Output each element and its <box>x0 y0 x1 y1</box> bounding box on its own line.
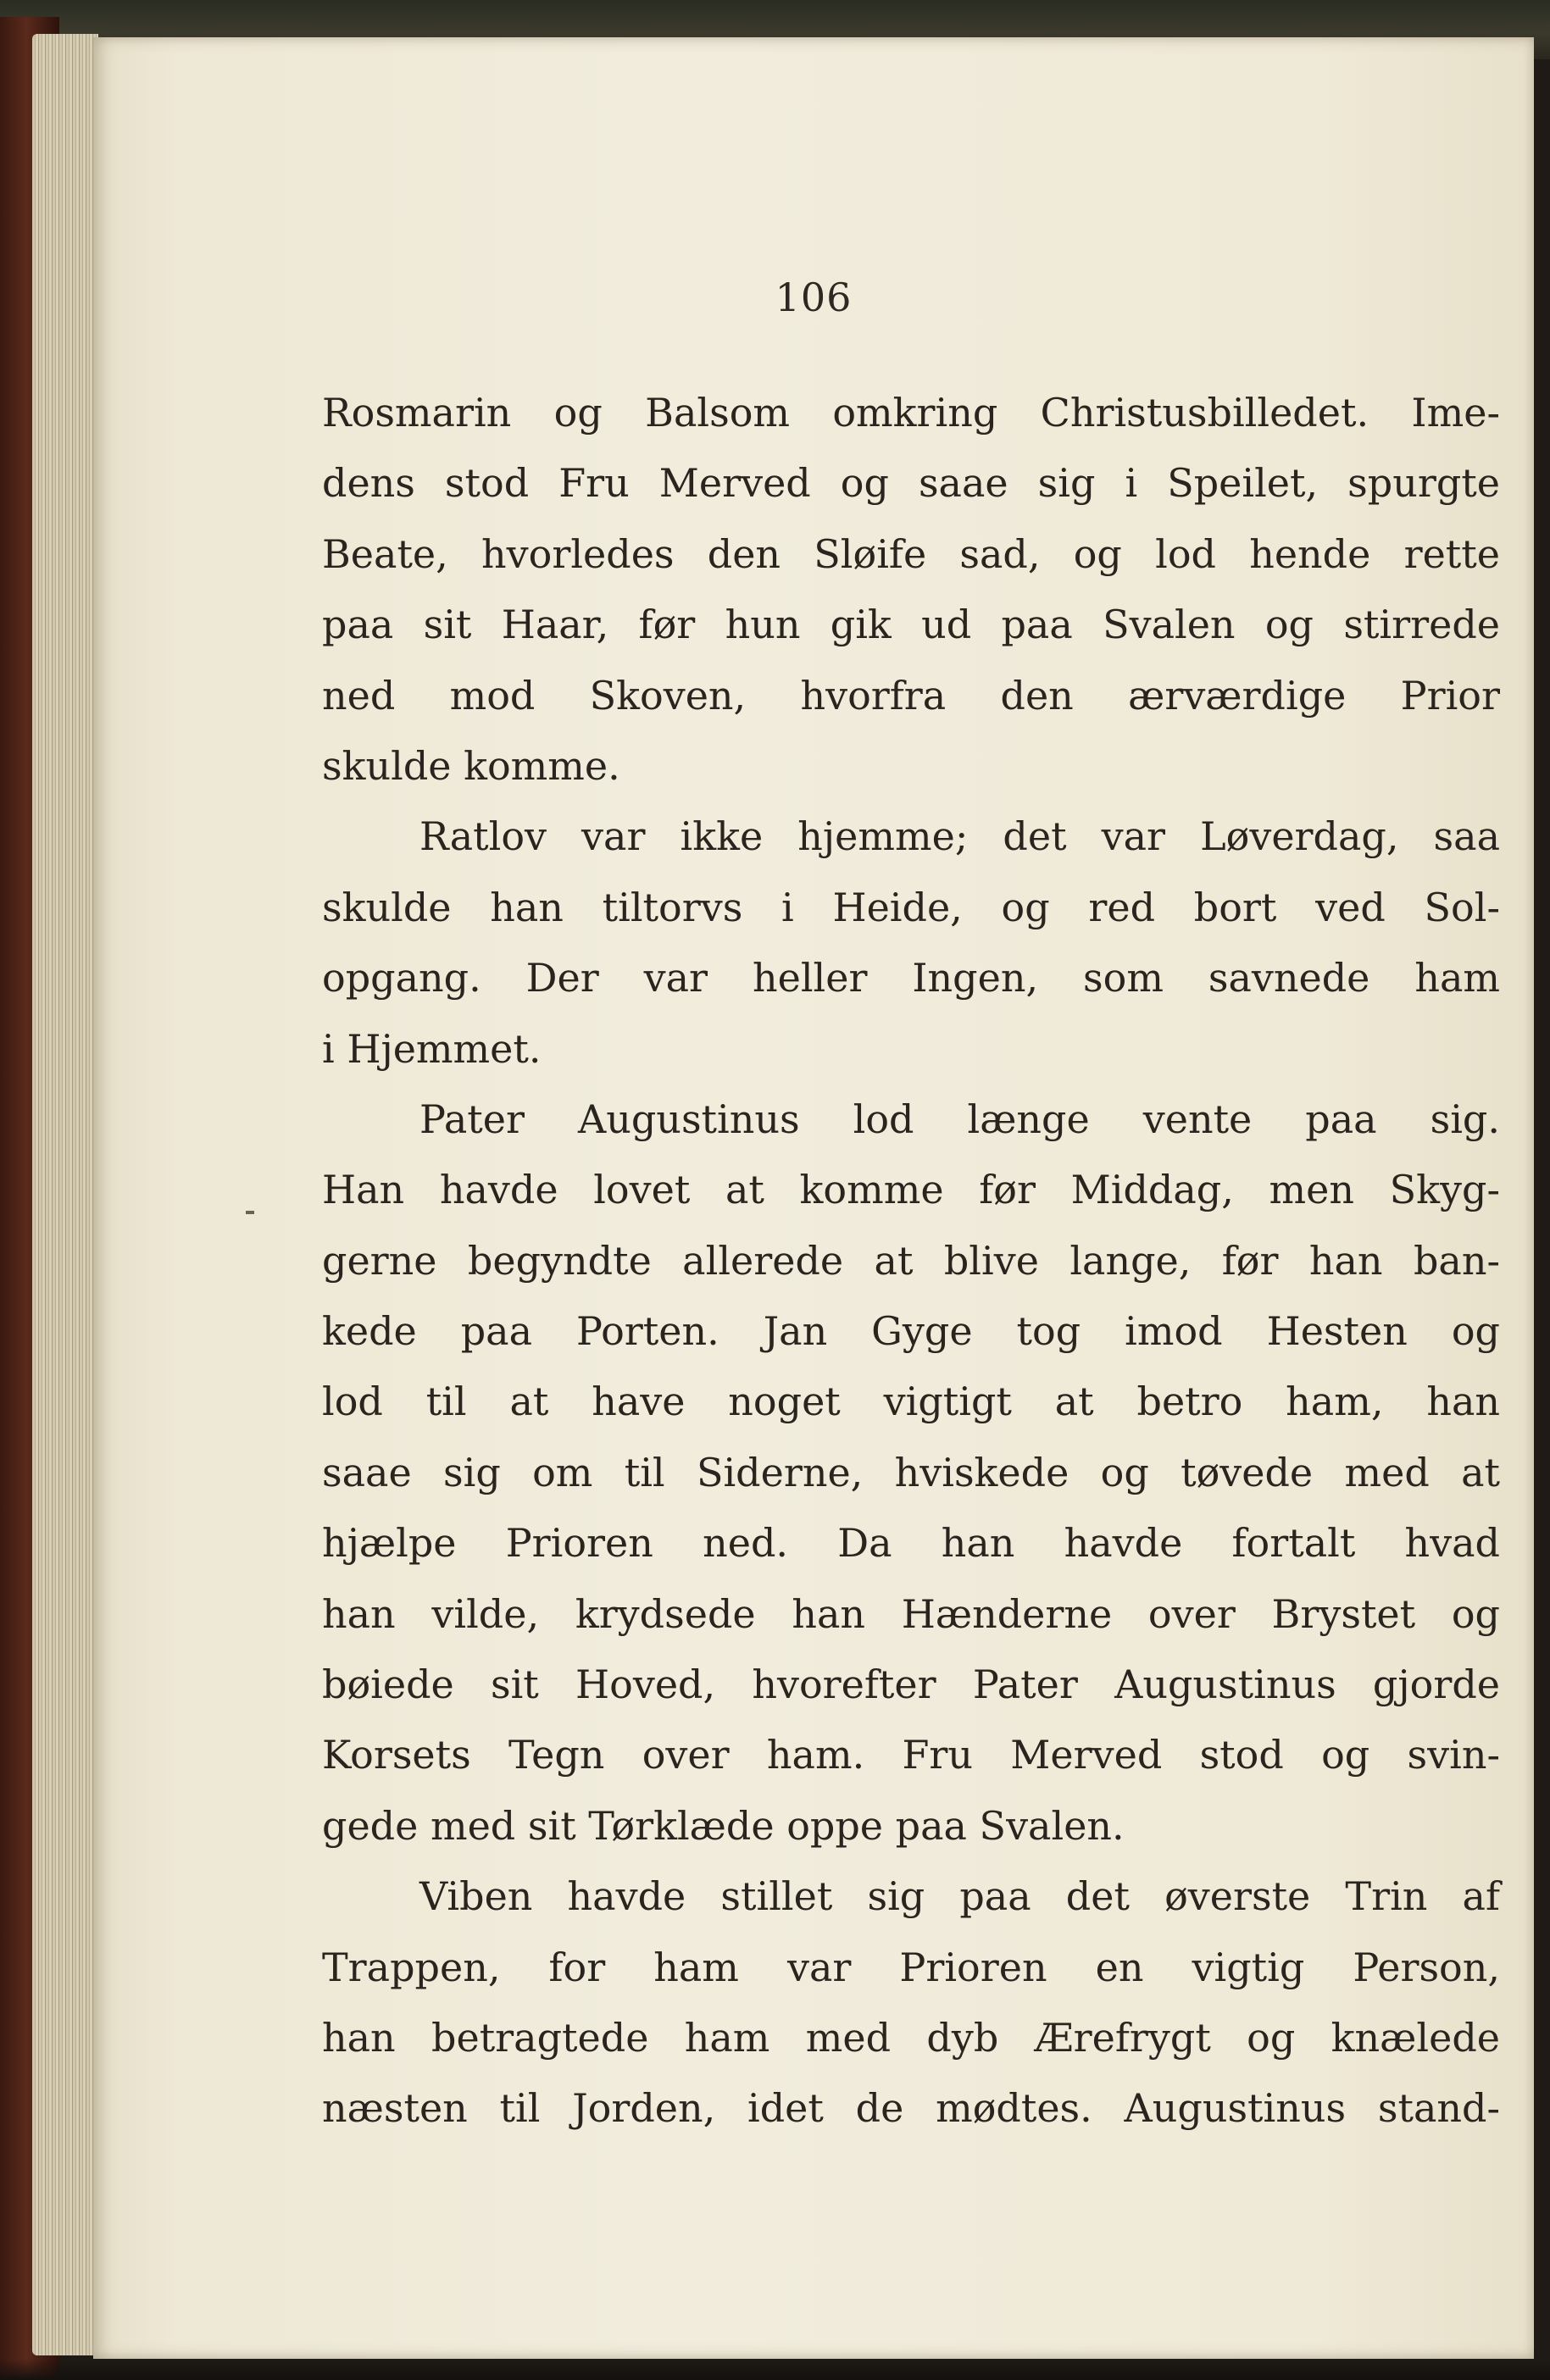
text-line: gede med sit Tørklæde oppe paa Svalen. <box>322 1802 1125 1849</box>
book-page <box>93 37 1534 2359</box>
text-line: Viben havde stillet sig paa det øverste Trin af <box>419 1873 1500 1920</box>
text-line: bøiede sit Hoved, hvorefter Pater Augustinus gjorde <box>322 1662 1500 1708</box>
text-line: dens stod Fru Merved og saae sig i Speilet, spurgte <box>322 460 1500 507</box>
text-line: Beate, hvorledes den Sløife sad, og lod hende rette <box>322 530 1500 577</box>
body-text <box>322 378 1500 2144</box>
text-line: paa sit Haar, før hun gik ud paa Svalen og stirrede <box>322 602 1500 648</box>
text-line: hjælpe Prioren ned. Da han havde fortalt hvad <box>322 1520 1500 1567</box>
text-line: Ratlov var ikke hjemme; det var Løverdag, saa <box>419 813 1500 860</box>
text-line: skulde komme. <box>322 742 620 789</box>
text-line: Han havde lovet at komme før Middag, men Skyg- <box>322 1167 1500 1213</box>
text-line: saae sig om til Siderne, hviskede og tøvede med at <box>322 1449 1500 1495</box>
margin-mark <box>246 1211 254 1214</box>
bottom-shadow <box>0 2359 1550 2380</box>
text-line: kede paa Porten. Jan Gyge tog imod Hesten og <box>322 1308 1500 1355</box>
text-line: skulde han tiltorvs i Heide, og red bort ved Sol- <box>322 884 1500 930</box>
text-line: lod til at have noget vigtigt at betro ham, han <box>322 1379 1500 1425</box>
text-line: ned mod Skoven, hvorfra den ærværdige Prior <box>322 672 1500 718</box>
text-line: i Hjemmet. <box>322 1025 542 1072</box>
text-line: gerne begyndte allerede at blive lange, før han ban- <box>322 1237 1500 1284</box>
page-number: 106 <box>775 275 853 320</box>
text-line: Pater Augustinus lod længe vente paa sig. <box>419 1096 1500 1142</box>
text-line: opgang. Der var heller Ingen, som savnede ham <box>322 955 1500 1001</box>
text-line: han vilde, krydsede han Hænderne over Brystet og <box>322 1590 1500 1637</box>
page-edges <box>32 34 98 2355</box>
text-line: Rosmarin og Balsom omkring Christusbilledet. Ime- <box>322 390 1500 436</box>
text-line: han betragtede ham med dyb Ærefrygt og knælede <box>322 2014 1500 2061</box>
text-line: Korsets Tegn over ham. Fru Merved stod og svin- <box>322 1732 1500 1778</box>
text-line: Trappen, for ham var Prioren en vigtig Person, <box>322 1944 1500 1990</box>
text-line: næsten til Jorden, idet de mødtes. Augustinus stand- <box>322 2085 1500 2132</box>
